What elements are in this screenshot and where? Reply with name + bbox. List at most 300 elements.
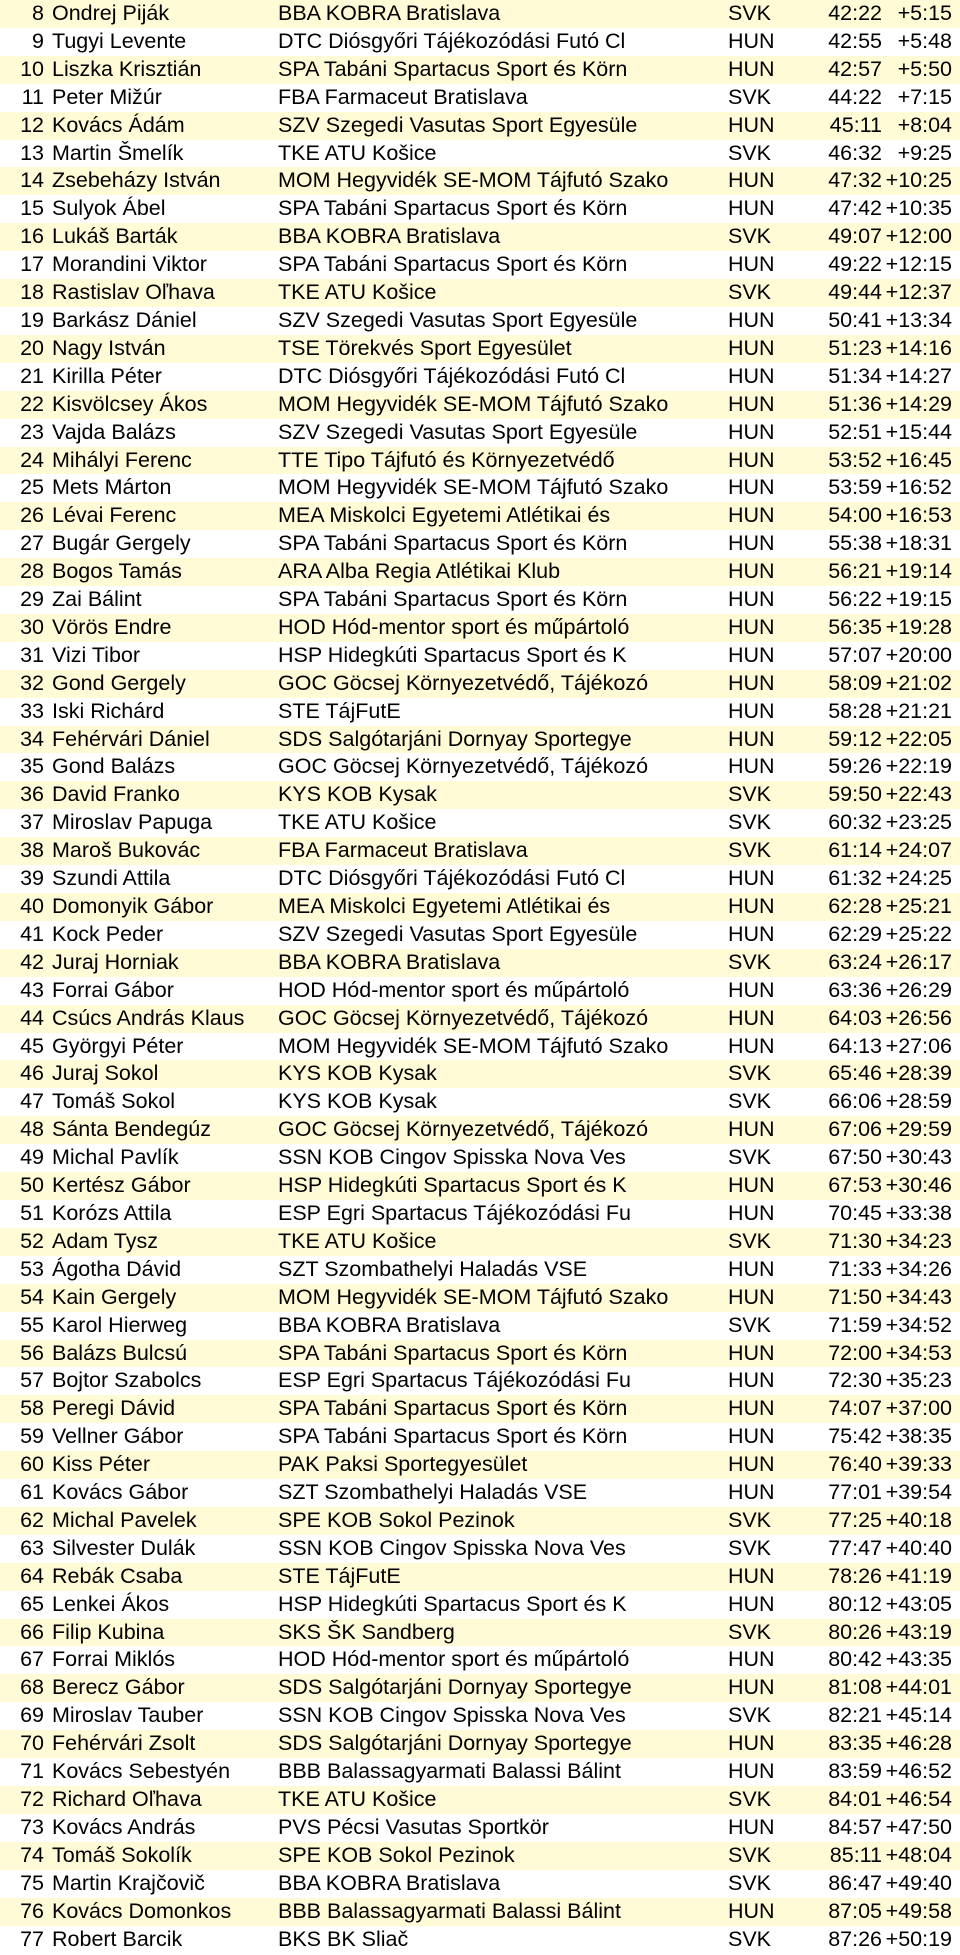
nation-cell: HUN (728, 56, 804, 84)
runner-name-cell: Vajda Balázs (48, 419, 278, 447)
time-behind-cell: +26:29 (882, 977, 960, 1005)
runner-name-cell: Peregi Dávid (48, 1395, 278, 1423)
table-row (0, 1479, 960, 1507)
club-cell: SPA Tabáni Spartacus Sport és Körn (278, 56, 728, 84)
table-row (0, 977, 960, 1005)
time-behind-cell: +34:26 (882, 1256, 960, 1284)
club-cell: SPA Tabáni Spartacus Sport és Körn (278, 530, 728, 558)
club-cell: STE TájFutE (278, 1563, 728, 1591)
club-cell: SZT Szombathelyi Haladás VSE (278, 1256, 728, 1284)
nation-cell: HUN (728, 1005, 804, 1033)
table-row (0, 140, 960, 168)
club-cell: SDS Salgótarjáni Dornyay Sportegye (278, 1674, 728, 1702)
time-cell: 63:36 (804, 977, 882, 1005)
table-row (0, 28, 960, 56)
club-cell: DTC Diósgyőri Tájékozódási Futó Cl (278, 363, 728, 391)
runner-name-cell: Lukáš Barták (48, 223, 278, 251)
nation-cell: HUN (728, 865, 804, 893)
rank-cell: 49 (0, 1144, 48, 1172)
runner-name-cell: Gond Balázs (48, 753, 278, 781)
rank-cell: 52 (0, 1228, 48, 1256)
nation-cell: HUN (728, 1367, 804, 1395)
time-cell: 80:26 (804, 1619, 882, 1647)
time-behind-cell: +26:56 (882, 1005, 960, 1033)
club-cell: GOC Göcsej Környezetvédő, Tájékozó (278, 1005, 728, 1033)
time-behind-cell: +24:07 (882, 837, 960, 865)
nation-cell: HUN (728, 1646, 804, 1674)
nation-cell: HUN (728, 698, 804, 726)
time-cell: 70:45 (804, 1200, 882, 1228)
club-cell: TSE Törekvés Sport Egyesület (278, 335, 728, 363)
nation-cell: SVK (728, 949, 804, 977)
time-behind-cell: +22:19 (882, 753, 960, 781)
club-cell: PAK Paksi Sportegyesület (278, 1451, 728, 1479)
time-behind-cell: +14:16 (882, 335, 960, 363)
time-behind-cell: +27:06 (882, 1033, 960, 1061)
runner-name-cell: Nagy István (48, 335, 278, 363)
nation-cell: HUN (728, 1256, 804, 1284)
time-behind-cell: +24:25 (882, 865, 960, 893)
rank-cell: 12 (0, 112, 48, 140)
nation-cell: HUN (728, 391, 804, 419)
time-cell: 64:13 (804, 1033, 882, 1061)
table-row (0, 335, 960, 363)
nation-cell: HUN (728, 335, 804, 363)
runner-name-cell: Lévai Ferenc (48, 502, 278, 530)
club-cell: GOC Göcsej Környezetvédő, Tájékozó (278, 670, 728, 698)
runner-name-cell: Ágotha Dávid (48, 1256, 278, 1284)
rank-cell: 38 (0, 837, 48, 865)
runner-name-cell: Juraj Horniak (48, 949, 278, 977)
time-cell: 51:23 (804, 335, 882, 363)
time-cell: 87:26 (804, 1926, 882, 1954)
runner-name-cell: Kiss Péter (48, 1451, 278, 1479)
club-cell: MEA Miskolci Egyetemi Atlétikai és (278, 893, 728, 921)
runner-name-cell: Martin Krajčovič (48, 1870, 278, 1898)
time-cell: 54:00 (804, 502, 882, 530)
runner-name-cell: Zai Bálint (48, 586, 278, 614)
time-cell: 84:57 (804, 1814, 882, 1842)
club-cell: ARA Alba Regia Atlétikai Klub (278, 558, 728, 586)
time-cell: 74:07 (804, 1395, 882, 1423)
nation-cell: HUN (728, 1033, 804, 1061)
rank-cell: 39 (0, 865, 48, 893)
time-cell: 61:14 (804, 837, 882, 865)
nation-cell: SVK (728, 837, 804, 865)
runner-name-cell: Robert Barcik (48, 1926, 278, 1954)
rank-cell: 33 (0, 698, 48, 726)
table-row (0, 474, 960, 502)
time-behind-cell: +10:35 (882, 195, 960, 223)
time-behind-cell: +5:50 (882, 56, 960, 84)
rank-cell: 27 (0, 530, 48, 558)
nation-cell: SVK (728, 1619, 804, 1647)
time-behind-cell: +9:25 (882, 140, 960, 168)
table-row (0, 1870, 960, 1898)
time-cell: 80:42 (804, 1646, 882, 1674)
rank-cell: 48 (0, 1116, 48, 1144)
time-behind-cell: +43:05 (882, 1591, 960, 1619)
rank-cell: 60 (0, 1451, 48, 1479)
table-row (0, 1814, 960, 1842)
time-behind-cell: +47:50 (882, 1814, 960, 1842)
time-behind-cell: +40:18 (882, 1507, 960, 1535)
table-row (0, 1228, 960, 1256)
rank-cell: 42 (0, 949, 48, 977)
runner-name-cell: Györgyi Péter (48, 1033, 278, 1061)
time-cell: 67:50 (804, 1144, 882, 1172)
rank-cell: 16 (0, 223, 48, 251)
table-row (0, 1116, 960, 1144)
time-cell: 58:09 (804, 670, 882, 698)
club-cell: DTC Diósgyőri Tájékozódási Futó Cl (278, 28, 728, 56)
rank-cell: 58 (0, 1395, 48, 1423)
table-row (0, 614, 960, 642)
time-behind-cell: +16:45 (882, 447, 960, 475)
club-cell: GOC Göcsej Környezetvédő, Tájékozó (278, 1116, 728, 1144)
rank-cell: 68 (0, 1674, 48, 1702)
nation-cell: SVK (728, 223, 804, 251)
rank-cell: 24 (0, 447, 48, 475)
runner-name-cell: Bugár Gergely (48, 530, 278, 558)
nation-cell: HUN (728, 558, 804, 586)
time-cell: 71:30 (804, 1228, 882, 1256)
time-behind-cell: +5:48 (882, 28, 960, 56)
time-behind-cell: +12:00 (882, 223, 960, 251)
club-cell: SZV Szegedi Vasutas Sport Egyesüle (278, 307, 728, 335)
nation-cell: HUN (728, 670, 804, 698)
runner-name-cell: Kain Gergely (48, 1284, 278, 1312)
rank-cell: 15 (0, 195, 48, 223)
club-cell: BBA KOBRA Bratislava (278, 1870, 728, 1898)
table-row (0, 726, 960, 754)
table-row (0, 223, 960, 251)
nation-cell: SVK (728, 1507, 804, 1535)
runner-name-cell: Maroš Bukovác (48, 837, 278, 865)
rank-cell: 11 (0, 84, 48, 112)
table-row (0, 1563, 960, 1591)
rank-cell: 56 (0, 1340, 48, 1368)
club-cell: TKE ATU Košice (278, 279, 728, 307)
time-cell: 76:40 (804, 1451, 882, 1479)
runner-name-cell: Tomáš Sokolík (48, 1842, 278, 1870)
club-cell: BBB Balassagyarmati Balassi Bálint (278, 1898, 728, 1926)
nation-cell: HUN (728, 1172, 804, 1200)
club-cell: HSP Hidegkúti Spartacus Sport és K (278, 1172, 728, 1200)
nation-cell: HUN (728, 753, 804, 781)
runner-name-cell: Forrai Gábor (48, 977, 278, 1005)
time-behind-cell: +15:44 (882, 419, 960, 447)
time-behind-cell: +34:43 (882, 1284, 960, 1312)
club-cell: SZV Szegedi Vasutas Sport Egyesüle (278, 112, 728, 140)
nation-cell: HUN (728, 502, 804, 530)
club-cell: FBA Farmaceut Bratislava (278, 837, 728, 865)
nation-cell: HUN (728, 1395, 804, 1423)
rank-cell: 25 (0, 474, 48, 502)
time-behind-cell: +41:19 (882, 1563, 960, 1591)
rank-cell: 65 (0, 1591, 48, 1619)
club-cell: TKE ATU Košice (278, 1786, 728, 1814)
nation-cell: SVK (728, 1088, 804, 1116)
club-cell: HSP Hidegkúti Spartacus Sport és K (278, 642, 728, 670)
nation-cell: HUN (728, 1591, 804, 1619)
table-row (0, 1144, 960, 1172)
nation-cell: HUN (728, 1200, 804, 1228)
runner-name-cell: Kovács Ádám (48, 112, 278, 140)
rank-cell: 50 (0, 1172, 48, 1200)
time-behind-cell: +21:02 (882, 670, 960, 698)
runner-name-cell: Csúcs András Klaus (48, 1005, 278, 1033)
table-row (0, 1730, 960, 1758)
table-row (0, 1284, 960, 1312)
runner-name-cell: Berecz Gábor (48, 1674, 278, 1702)
time-cell: 60:32 (804, 809, 882, 837)
runner-name-cell: Tomáš Sokol (48, 1088, 278, 1116)
nation-cell: HUN (728, 474, 804, 502)
time-cell: 65:46 (804, 1060, 882, 1088)
time-behind-cell: +8:04 (882, 112, 960, 140)
rank-cell: 20 (0, 335, 48, 363)
runner-name-cell: Rastislav Oľhava (48, 279, 278, 307)
club-cell: SZV Szegedi Vasutas Sport Egyesüle (278, 921, 728, 949)
table-row (0, 1172, 960, 1200)
rank-cell: 13 (0, 140, 48, 168)
time-cell: 86:47 (804, 1870, 882, 1898)
table-row (0, 921, 960, 949)
rank-cell: 36 (0, 781, 48, 809)
runner-name-cell: Miroslav Tauber (48, 1702, 278, 1730)
runner-name-cell: Kock Peder (48, 921, 278, 949)
time-cell: 59:26 (804, 753, 882, 781)
runner-name-cell: Domonyik Gábor (48, 893, 278, 921)
time-cell: 66:06 (804, 1088, 882, 1116)
nation-cell: HUN (728, 530, 804, 558)
table-row (0, 1674, 960, 1702)
rank-cell: 35 (0, 753, 48, 781)
table-row (0, 363, 960, 391)
time-cell: 56:21 (804, 558, 882, 586)
table-row (0, 419, 960, 447)
time-cell: 59:12 (804, 726, 882, 754)
club-cell: PVS Pécsi Vasutas Sportkör (278, 1814, 728, 1842)
time-cell: 87:05 (804, 1898, 882, 1926)
nation-cell: SVK (728, 0, 804, 28)
runner-name-cell: Kovács Domonkos (48, 1898, 278, 1926)
rank-cell: 76 (0, 1898, 48, 1926)
time-behind-cell: +14:27 (882, 363, 960, 391)
rank-cell: 30 (0, 614, 48, 642)
nation-cell: SVK (728, 1786, 804, 1814)
runner-name-cell: Kovács András (48, 1814, 278, 1842)
nation-cell: HUN (728, 586, 804, 614)
time-behind-cell: +28:59 (882, 1088, 960, 1116)
time-behind-cell: +37:00 (882, 1395, 960, 1423)
club-cell: HOD Hód-mentor sport és műpártoló (278, 614, 728, 642)
time-cell: 77:47 (804, 1535, 882, 1563)
time-behind-cell: +29:59 (882, 1116, 960, 1144)
nation-cell: SVK (728, 1060, 804, 1088)
time-behind-cell: +22:05 (882, 726, 960, 754)
runner-name-cell: Filip Kubina (48, 1619, 278, 1647)
time-cell: 67:06 (804, 1116, 882, 1144)
time-behind-cell: +10:25 (882, 167, 960, 195)
time-cell: 72:00 (804, 1340, 882, 1368)
club-cell: SZV Szegedi Vasutas Sport Egyesüle (278, 419, 728, 447)
table-row (0, 56, 960, 84)
time-behind-cell: +23:25 (882, 809, 960, 837)
club-cell: GOC Göcsej Környezetvédő, Tájékozó (278, 753, 728, 781)
club-cell: TKE ATU Košice (278, 809, 728, 837)
table-row (0, 279, 960, 307)
nation-cell: HUN (728, 1730, 804, 1758)
time-behind-cell: +30:46 (882, 1172, 960, 1200)
time-cell: 61:32 (804, 865, 882, 893)
rank-cell: 72 (0, 1786, 48, 1814)
time-behind-cell: +12:15 (882, 251, 960, 279)
table-row (0, 809, 960, 837)
table-row (0, 391, 960, 419)
rank-cell: 46 (0, 1060, 48, 1088)
time-behind-cell: +38:35 (882, 1423, 960, 1451)
runner-name-cell: Bogos Tamás (48, 558, 278, 586)
table-row (0, 530, 960, 558)
runner-name-cell: Szundi Attila (48, 865, 278, 893)
runner-name-cell: Kovács Sebestyén (48, 1758, 278, 1786)
nation-cell: HUN (728, 251, 804, 279)
time-behind-cell: +25:21 (882, 893, 960, 921)
club-cell: SSN KOB Cingov Spisska Nova Ves (278, 1144, 728, 1172)
time-behind-cell: +44:01 (882, 1674, 960, 1702)
club-cell: BKS BK Sliač (278, 1926, 728, 1954)
nation-cell: HUN (728, 1423, 804, 1451)
time-cell: 51:34 (804, 363, 882, 391)
time-cell: 55:38 (804, 530, 882, 558)
time-behind-cell: +16:52 (882, 474, 960, 502)
table-row (0, 1312, 960, 1340)
time-cell: 42:22 (804, 0, 882, 28)
runner-name-cell: Juraj Sokol (48, 1060, 278, 1088)
time-cell: 59:50 (804, 781, 882, 809)
time-behind-cell: +16:53 (882, 502, 960, 530)
time-cell: 62:28 (804, 893, 882, 921)
nation-cell: HUN (728, 977, 804, 1005)
time-behind-cell: +25:22 (882, 921, 960, 949)
rank-cell: 41 (0, 921, 48, 949)
nation-cell: SVK (728, 781, 804, 809)
rank-cell: 10 (0, 56, 48, 84)
runner-name-cell: Iski Richárd (48, 698, 278, 726)
runner-name-cell: Martin Šmelík (48, 140, 278, 168)
club-cell: SPE KOB Sokol Pezinok (278, 1507, 728, 1535)
rank-cell: 67 (0, 1646, 48, 1674)
rank-cell: 23 (0, 419, 48, 447)
table-row (0, 1926, 960, 1954)
time-behind-cell: +39:54 (882, 1479, 960, 1507)
runner-name-cell: Kirilla Péter (48, 363, 278, 391)
table-row (0, 670, 960, 698)
runner-name-cell: Kisvölcsey Ákos (48, 391, 278, 419)
runner-name-cell: Zsebeházy István (48, 167, 278, 195)
runner-name-cell: Richard Oľhava (48, 1786, 278, 1814)
time-behind-cell: +7:15 (882, 84, 960, 112)
table-row (0, 753, 960, 781)
table-row (0, 949, 960, 977)
time-behind-cell: +28:39 (882, 1060, 960, 1088)
nation-cell: SVK (728, 84, 804, 112)
nation-cell: SVK (728, 279, 804, 307)
club-cell: TKE ATU Košice (278, 1228, 728, 1256)
nation-cell: SVK (728, 1842, 804, 1870)
club-cell: TKE ATU Košice (278, 140, 728, 168)
club-cell: MOM Hegyvidék SE-MOM Tájfutó Szako (278, 1033, 728, 1061)
nation-cell: HUN (728, 447, 804, 475)
nation-cell: SVK (728, 1926, 804, 1954)
time-behind-cell: +43:35 (882, 1646, 960, 1674)
club-cell: SPA Tabáni Spartacus Sport és Körn (278, 1340, 728, 1368)
club-cell: SKS ŠK Sandberg (278, 1619, 728, 1647)
time-behind-cell: +20:00 (882, 642, 960, 670)
table-row (0, 307, 960, 335)
club-cell: BBA KOBRA Bratislava (278, 949, 728, 977)
table-row (0, 1619, 960, 1647)
table-row (0, 1842, 960, 1870)
runner-name-cell: Vellner Gábor (48, 1423, 278, 1451)
table-row (0, 1898, 960, 1926)
nation-cell: HUN (728, 1814, 804, 1842)
runner-name-cell: Liszka Krisztián (48, 56, 278, 84)
runner-name-cell: Barkász Dániel (48, 307, 278, 335)
nation-cell: HUN (728, 112, 804, 140)
club-cell: SPA Tabáni Spartacus Sport és Körn (278, 1423, 728, 1451)
time-cell: 44:22 (804, 84, 882, 112)
nation-cell: HUN (728, 1479, 804, 1507)
runner-name-cell: Michal Pavelek (48, 1507, 278, 1535)
runner-name-cell: Silvester Dulák (48, 1535, 278, 1563)
club-cell: SDS Salgótarjáni Dornyay Sportegye (278, 1730, 728, 1758)
time-cell: 49:22 (804, 251, 882, 279)
rank-cell: 45 (0, 1033, 48, 1061)
table-row (0, 893, 960, 921)
club-cell: SZT Szombathelyi Haladás VSE (278, 1479, 728, 1507)
runner-name-cell: Tugyi Levente (48, 28, 278, 56)
club-cell: DTC Diósgyőri Tájékozódási Futó Cl (278, 865, 728, 893)
table-row (0, 1646, 960, 1674)
time-behind-cell: +30:43 (882, 1144, 960, 1172)
club-cell: FBA Farmaceut Bratislava (278, 84, 728, 112)
rank-cell: 40 (0, 893, 48, 921)
time-cell: 53:52 (804, 447, 882, 475)
table-row (0, 558, 960, 586)
club-cell: SSN KOB Cingov Spisska Nova Ves (278, 1535, 728, 1563)
time-behind-cell: +46:28 (882, 1730, 960, 1758)
nation-cell: HUN (728, 307, 804, 335)
rank-cell: 47 (0, 1088, 48, 1116)
time-cell: 46:32 (804, 140, 882, 168)
club-cell: HSP Hidegkúti Spartacus Sport és K (278, 1591, 728, 1619)
table-row (0, 1060, 960, 1088)
runner-name-cell: Kovács Gábor (48, 1479, 278, 1507)
time-cell: 47:32 (804, 167, 882, 195)
runner-name-cell: Mihályi Ferenc (48, 447, 278, 475)
rank-cell: 43 (0, 977, 48, 1005)
time-cell: 71:59 (804, 1312, 882, 1340)
rank-cell: 8 (0, 0, 48, 28)
time-behind-cell: +49:58 (882, 1898, 960, 1926)
club-cell: MOM Hegyvidék SE-MOM Tájfutó Szako (278, 391, 728, 419)
table-row (0, 781, 960, 809)
nation-cell: HUN (728, 195, 804, 223)
table-row (0, 698, 960, 726)
